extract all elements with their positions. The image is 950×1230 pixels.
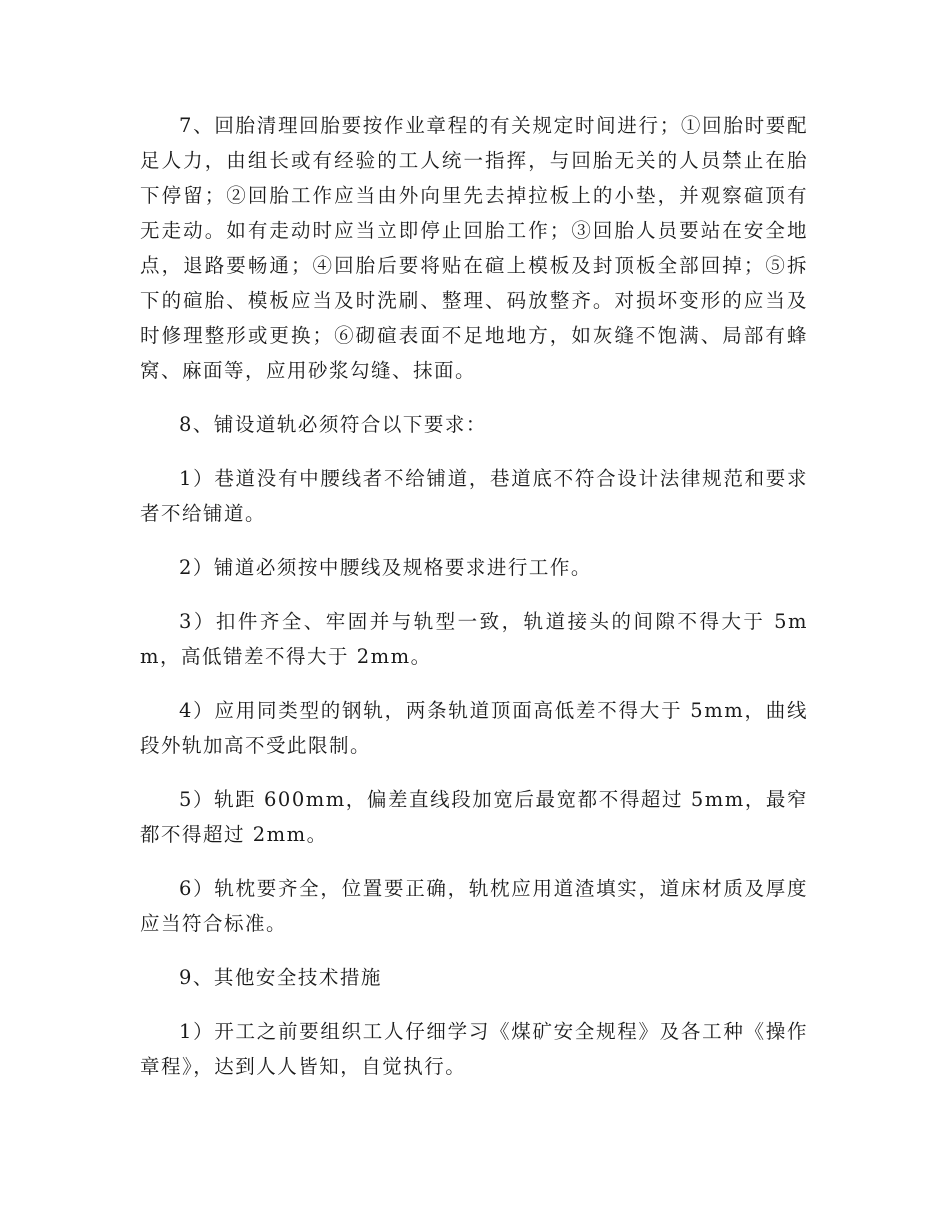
paragraph-9-other-safety-measures-heading: 9、其他安全技术措施 (179, 966, 382, 989)
list-item-8-3: 3）扣件齐全、牢固并与轨型一致，轨道接头的间隙不得大于 5mm，高低错差不得大于 2mm。 (140, 610, 808, 668)
paragraph-8-track-laying-heading: 8、铺设道轨必须符合以下要求： (179, 413, 487, 436)
list-item-9-1: 1）开工之前要组织工人仔细学习《煤矿安全规程》及各工种《操作章程》，达到人人皆知，自觉执行。 (140, 1020, 808, 1078)
list-item-8-1: 1）巷道没有中腰线者不给铺道，巷道底不符合设计法律规范和要求者不给铺道。 (140, 467, 808, 525)
list-item-8-6: 6）轨枕要齐全，位置要正确，轨枕应用道渣填实，道床材质及厚度应当符合标准。 (140, 877, 808, 935)
list-item-8-2: 2）铺道必须按中腰线及规格要求进行工作。 (179, 556, 592, 579)
list-item-8-5: 5）轨距 600mm，偏差直线段加宽后最宽都不得超过 5mm，最窄都不得超过 2mm。 (140, 788, 808, 846)
list-item-8-4: 4）应用同类型的钢轨，两条轨道顶面高低差不得大于 5mm，曲线段外轨加高不受此限制。 (140, 699, 808, 757)
document-body (140, 108, 808, 1103)
paragraph-7-backfill-removal: 7、回胎清理回胎要按作业章程的有关规定时间进行；①回胎时要配足人力，由组长或有经验的工人统一指挥，与回胎无关的人员禁止在胎下停留；②回胎工作应当由外向里先去掉拉板上的小垫，并观察碹顶有无走动。如有走动时应当立即停止回胎工作；③回胎人员要站在安全地点，退路要畅通；④回胎后要将贴在碹上模板及封顶板全部回掉；⑤拆下的碹胎、模板应当及时洗刷、整理、码放整齐。对损坏变形的应当及时修理整形或更换；⑥砌碹表面不足地地方，如灰缝不饱满、局部有蜂窝、麻面等，应用砂浆勾缝、抹面。 (140, 114, 808, 382)
